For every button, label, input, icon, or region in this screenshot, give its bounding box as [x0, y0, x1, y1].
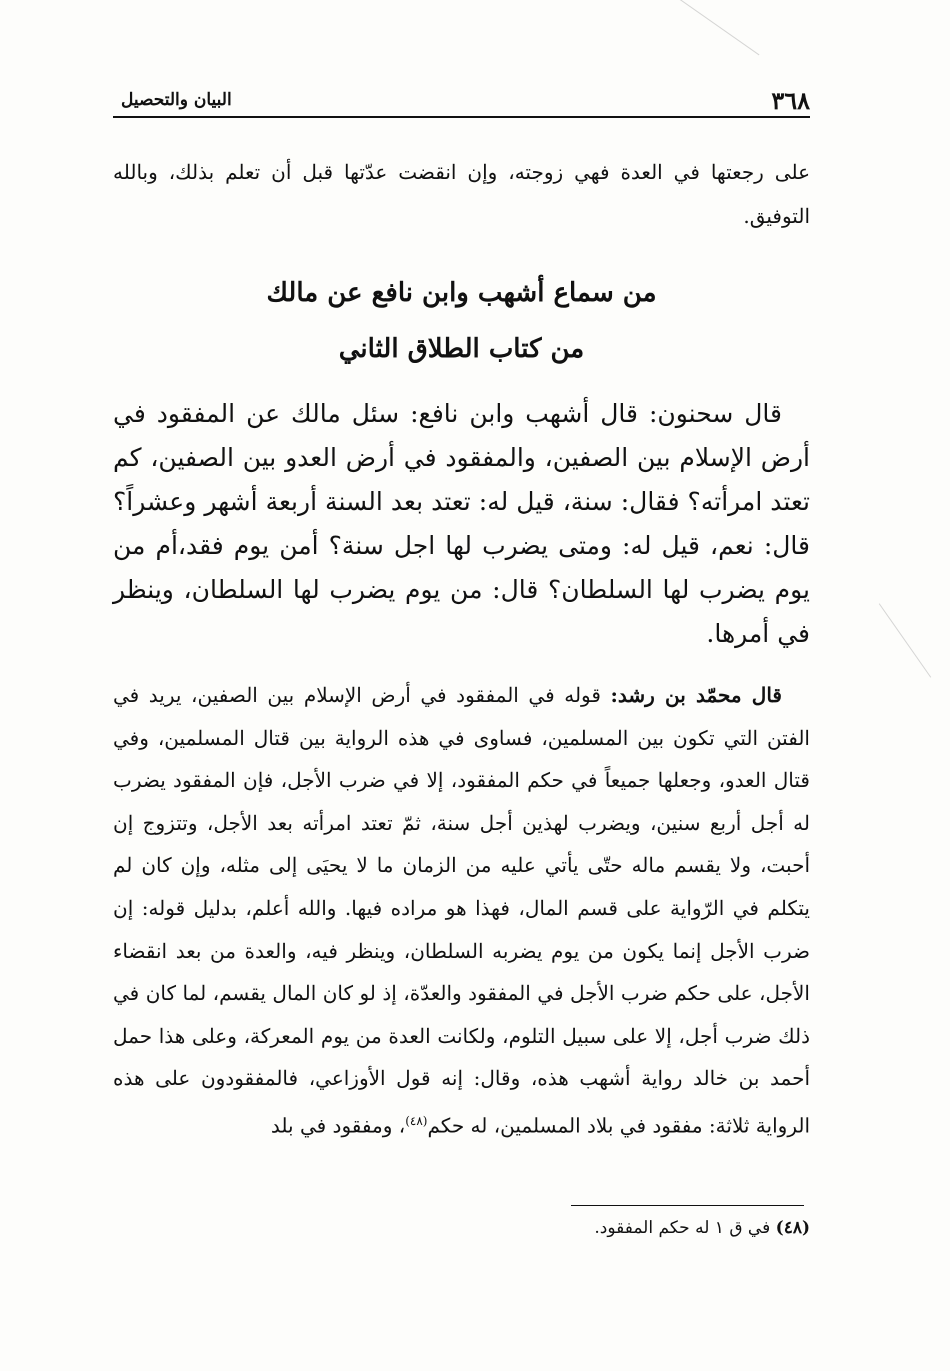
footnote-rule: [571, 1205, 804, 1206]
page-header: [113, 82, 810, 116]
paragraph-sahnun: قال سحنون: قال أشهب وابن نافع: سئل مالك عن المفقود في أرض الإسلام بين الصفين، والمفقود في أرض العدو بين الصفين، كم تعتد امرأته؟ فقال: سنة، قيل له: تعتد بعد السنة أربعة أشهر وعشراً؟ قال: نعم، قيل له: ومتى يضرب لها اجل سنة؟ أمن يوم فقد،أم من يوم يضرب لها السلطان؟ قال: من يوم يضرب لها السلطان، وينظر في أمرها.: [113, 399, 810, 648]
section-subheading: من كتاب الطلاق الثاني: [338, 334, 585, 364]
continuation-text: على رجعتها في العدة فهي زوجته، وإن انقضت عدّتها قبل أن تعلم بذلك، وبالله التوفيق.: [113, 160, 810, 228]
footnote-reference[interactable]: (٤٨): [405, 1113, 428, 1128]
footnote-number: (٤٨): [775, 1218, 810, 1238]
scan-mark: [879, 603, 931, 677]
scan-mark: [661, 0, 760, 55]
running-title: البيان والتحصيل: [121, 90, 232, 110]
header-rule: [113, 116, 810, 118]
footnote-text: في ق ١ له حكم المفقود.: [594, 1218, 771, 1238]
commentary-text-end: ، ومفقود في بلد: [270, 1113, 406, 1138]
paragraph-ibn-rushd: [113, 674, 810, 1147]
commentary-text: قوله في المفقود في أرض الإسلام بين الصفين، يريد في الفتن التي تكون بين المسلمين، فساوى في هذه الرواية بين قتال المسلمين، وفي قتال العدو، وجعلها جميعاً في حكم المفقود، إلا في ضرب الأجل، فإن المفقود يضرب له أجل أربع سنين، ويضرب لهذين أجل سنة، ثمّ تعتد امرأته بعد الأجل، وتتزوج إن أحبت، ولا يقسم ماله حتّى يأتي عليه من الزمان ما لا يحيَى إلى مثله، وإن كان لم يتكلم في الرّواية على قسم المال، فهذا هو مراده فيها. والله أعلم، بدليل قوله: إن ضرب الأجل إنما يكون من يوم يضربه السلطان، وينظر فيه، والعدة من بعد انقضاء الأجل، على حكم ضرب الأجل في المفقود والعدّة، إذ لو كان المال يقسم، لما كان في ذلك ضرب أجل، إلا على سبيل التلوم، ولكانت العدة من يوم المعركة، وعلى هذا حمل أحمد بن خالد رواية أشهب هذه، وقال: إنه قول الأوزاعي، فالمفقودون على هذه الرواية ثلاثة: مفقود في بلاد المسلمين، له حكم: [113, 683, 810, 1138]
page-number: ٣٦٨: [771, 86, 810, 115]
speaker-label: قال محمّد بن رشد:: [610, 683, 782, 707]
footnote: [594, 1218, 810, 1238]
section-heading: من سماع أشهب وابن نافع عن مالك: [266, 278, 657, 308]
